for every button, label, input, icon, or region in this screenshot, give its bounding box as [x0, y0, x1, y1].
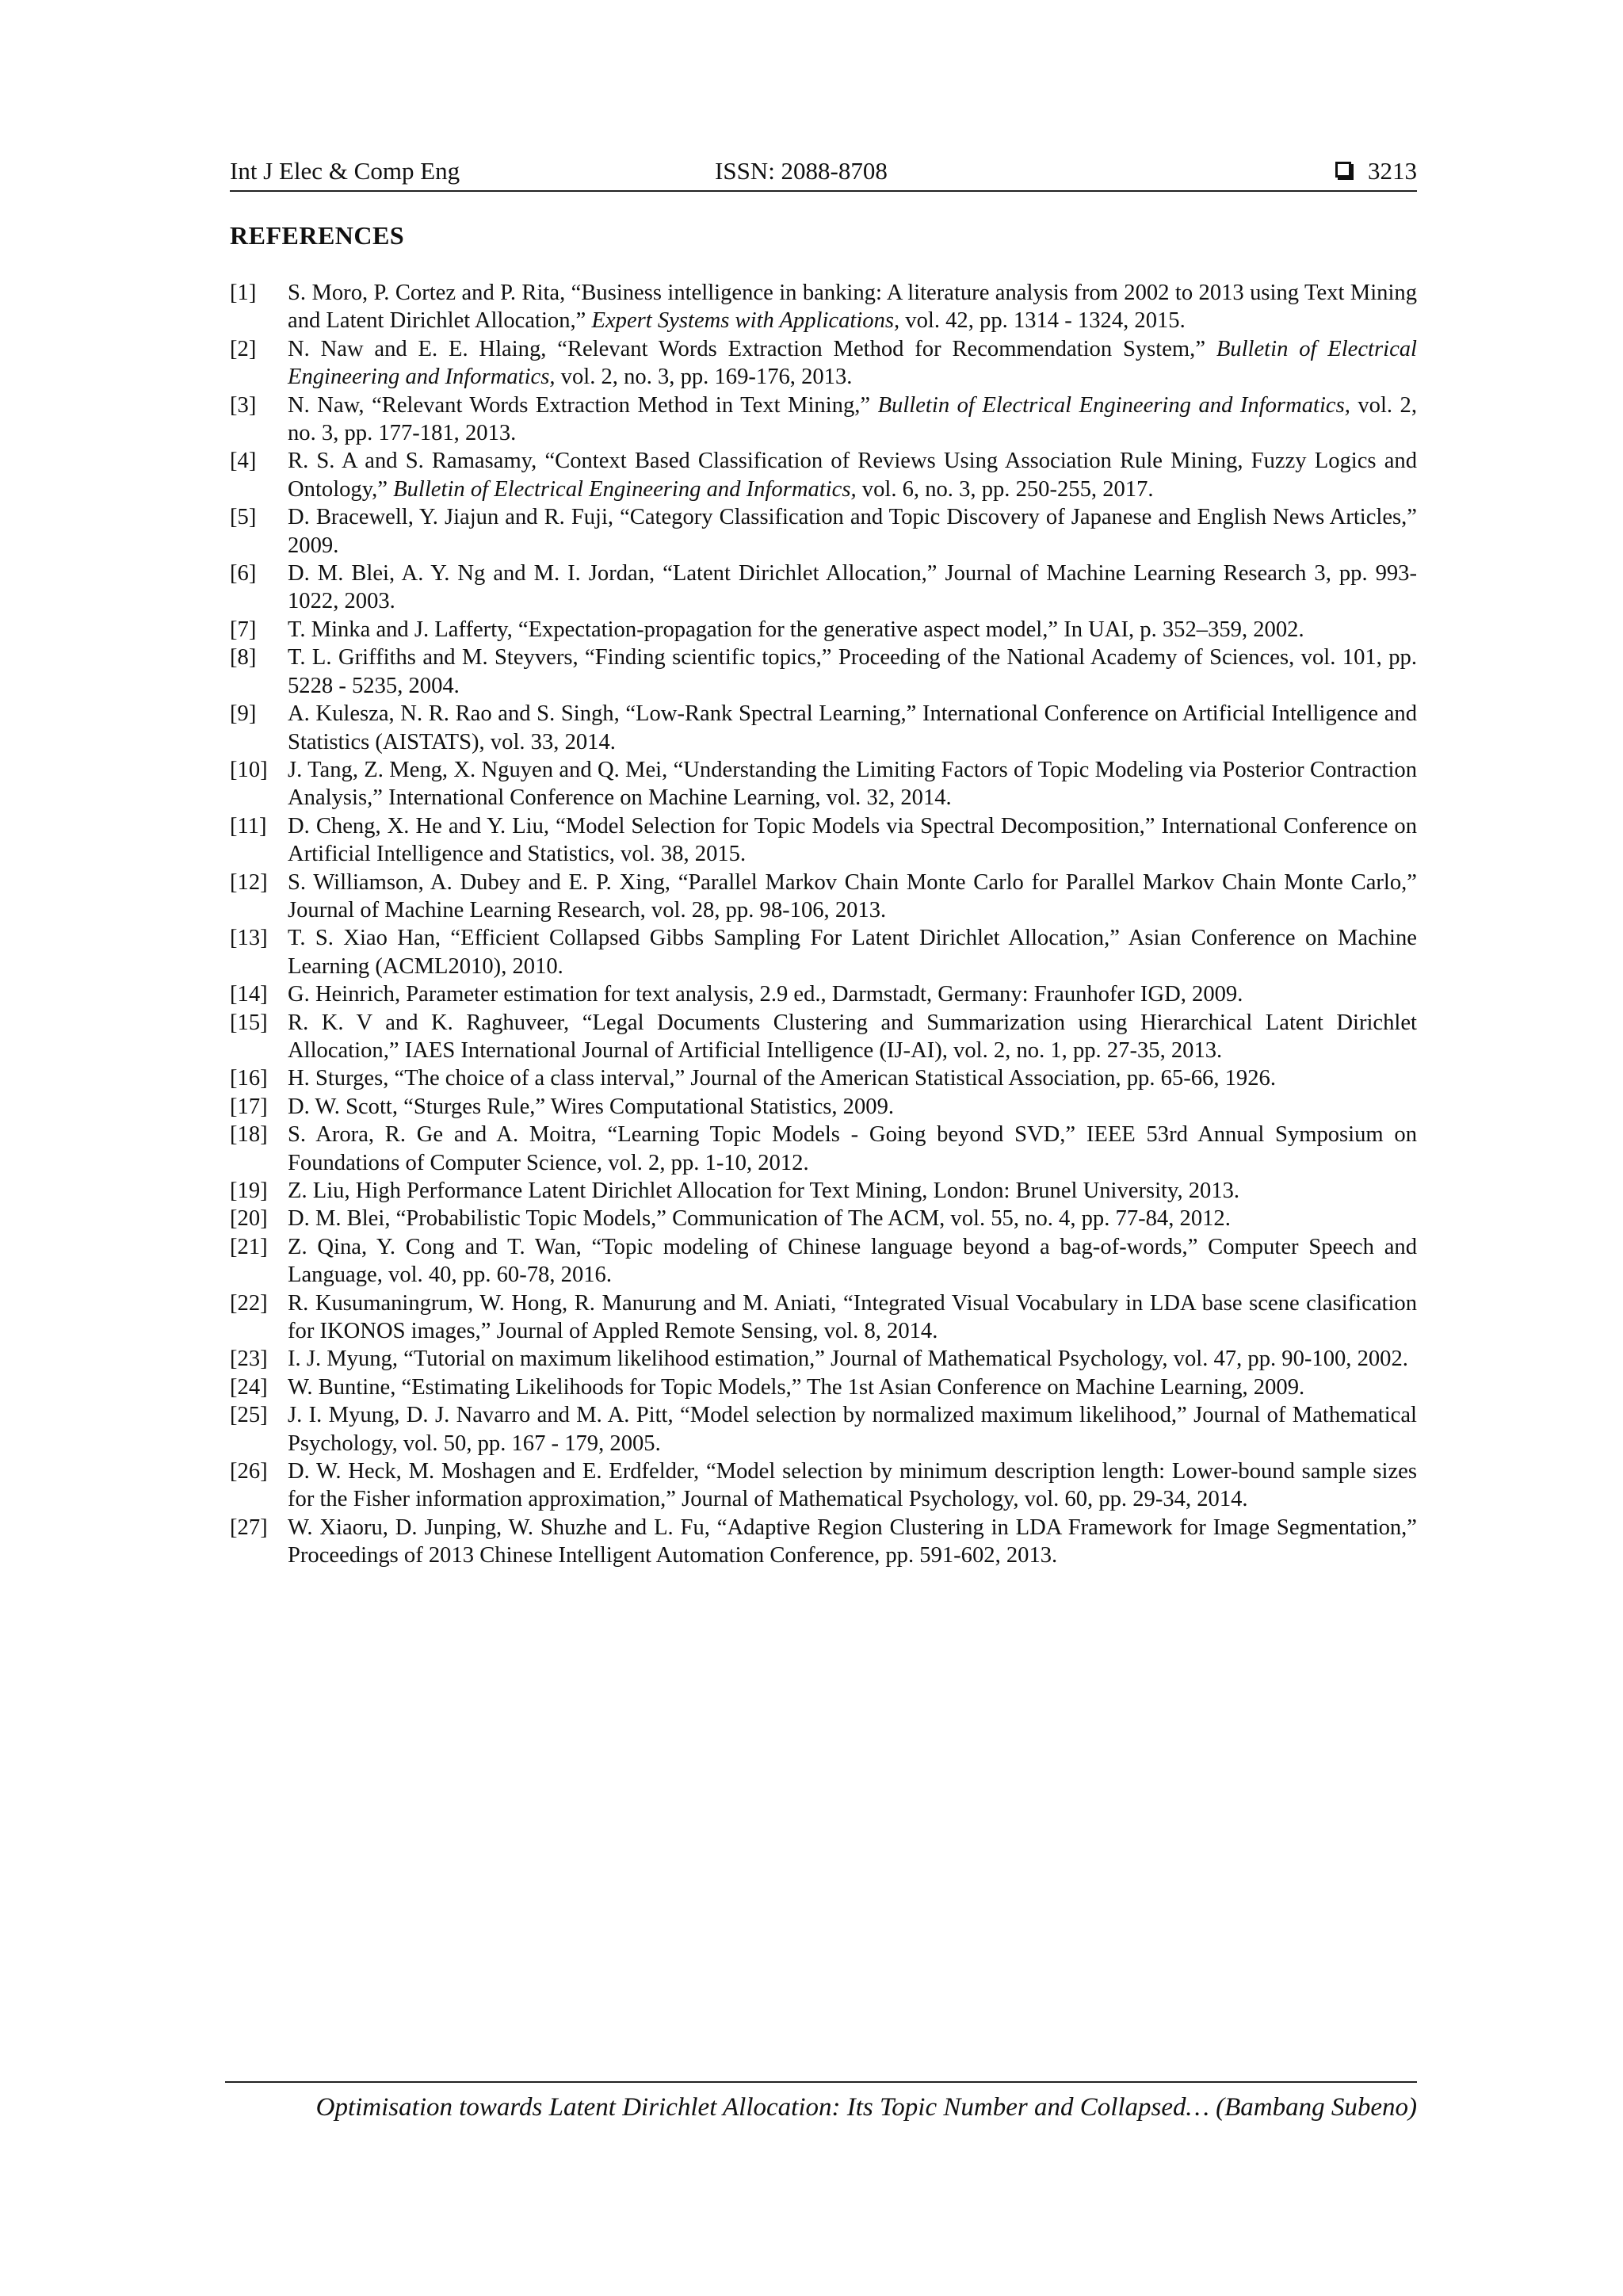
- reference-item: [230, 1009, 1417, 1065]
- reference-text: D. Cheng, X. He and Y. Liu, “Model Selection for Topic Models via Spectral Decomposition,” International Conference on Artificial Intelligence and Statistics, vol. 38, 2015.: [288, 813, 1417, 867]
- reference-item: [230, 1093, 1417, 1121]
- reference-number: [1]: [230, 281, 257, 305]
- reference-item: [230, 644, 1417, 700]
- reference-text: D. W. Scott, “Sturges Rule,” Wires Computational Statistics, 2009.: [288, 1094, 895, 1119]
- reference-item: [230, 1289, 1417, 1346]
- reference-text: R. S. A and S. Ramasamy, “Context Based Classification of Reviews Using Association Rule Mining, Fuzzy Logics and Ontology,”: [288, 449, 1417, 502]
- reference-text: Z. Qina, Y. Cong and T. Wan, “Topic modeling of Chinese language beyond a bag-of-words,” Computer Speech and Language, vol. 40, pp. 60-78, 2016.: [288, 1234, 1417, 1288]
- reference-item: [230, 1514, 1417, 1570]
- reference-number: [16]: [230, 1066, 268, 1091]
- reference-details: vol. 2, no. 3, pp. 169-176, 2013.: [555, 365, 853, 390]
- reference-item: [230, 924, 1417, 980]
- reference-item: [230, 1064, 1417, 1092]
- journal-name: Int J Elec & Comp Eng: [230, 157, 460, 185]
- reference-number: [10]: [230, 757, 268, 782]
- square-bullet-icon: [1335, 162, 1351, 178]
- reference-number: [7]: [230, 617, 257, 642]
- reference-number: [19]: [230, 1179, 268, 1203]
- reference-number: [21]: [230, 1234, 268, 1259]
- reference-text: S. Moro, P. Cortez and P. Rita, “Business intelligence in banking: A literature analysis from 2002 to 2013 using Text Mining and Latent Dirichlet Allocation,”: [288, 281, 1417, 334]
- reference-list: [230, 279, 1417, 1570]
- reference-item: [230, 756, 1417, 812]
- references-heading: REFERENCES: [230, 221, 405, 250]
- reference-number: [25]: [230, 1403, 268, 1428]
- reference-item: [230, 1345, 1417, 1373]
- reference-number: [6]: [230, 561, 257, 586]
- reference-number: [9]: [230, 701, 257, 727]
- reference-number: [12]: [230, 869, 268, 895]
- reference-text: T. Minka and J. Lafferty, “Expectation-propagation for the generative aspect model,” In UAI, p. 352–359, 2002.: [288, 617, 1304, 642]
- reference-text: D. M. Blei, “Probabilistic Topic Models,” Communication of The ACM, vol. 55, no. 4, pp. 77-84, 2012.: [288, 1206, 1231, 1232]
- reference-number: [27]: [230, 1515, 268, 1540]
- reference-item: [230, 869, 1417, 925]
- reference-number: [24]: [230, 1374, 268, 1400]
- reference-number: [23]: [230, 1347, 268, 1372]
- reference-item: [230, 392, 1417, 448]
- reference-venue: Bulletin of Electrical Engineering and Informatics,: [288, 336, 1417, 390]
- reference-item: [230, 1177, 1417, 1205]
- running-footer: [225, 2081, 1417, 2122]
- reference-item: [230, 980, 1417, 1008]
- reference-number: [18]: [230, 1122, 268, 1148]
- reference-text: R. Kusumaningrum, W. Hong, R. Manurung and M. Aniati, “Integrated Visual Vocabulary in LDA base scene clasification for IKONOS images,” Journal of Appled Remote Sensing, vol. 8, 2014.: [288, 1290, 1417, 1344]
- reference-text: W. Buntine, “Estimating Likelihoods for Topic Models,” The 1st Asian Conference on Machine Learning, 2009.: [288, 1374, 1305, 1400]
- reference-text: N. Naw and E. E. Hlaing, “Relevant Words Extraction Method for Recommendation System,”: [288, 336, 1216, 361]
- reference-item: [230, 812, 1417, 869]
- reference-item: [230, 1205, 1417, 1232]
- reference-item: [230, 1457, 1417, 1514]
- reference-text: G. Heinrich, Parameter estimation for text analysis, 2.9 ed., Darmstadt, Germany: Fraunhofer IGD, 2009.: [288, 982, 1243, 1007]
- reference-number: [5]: [230, 505, 257, 530]
- reference-item: [230, 1373, 1417, 1401]
- reference-number: [11]: [230, 813, 267, 839]
- reference-item: [230, 503, 1417, 560]
- reference-text: J. I. Myung, D. J. Navarro and M. A. Pitt, “Model selection by normalized maximum likelihood,” Journal of Mathematical Psychology, vol. 50, pp. 167 - 179, 2005.: [288, 1403, 1417, 1456]
- reference-text: T. L. Griffiths and M. Steyvers, “Finding scientific topics,” Proceeding of the National Academy of Sciences, vol. 101, pp. 5228 - 5235, 2004.: [288, 645, 1417, 698]
- reference-number: [17]: [230, 1094, 268, 1119]
- reference-text: S. Arora, R. Ge and A. Moitra, “Learning Topic Models - Going beyond SVD,” IEEE 53rd Annual Symposium on Foundations of Computer Science, vol. 2, pp. 1-10, 2012.: [288, 1122, 1417, 1175]
- page-number: 3213: [1368, 157, 1417, 185]
- reference-text: D. Bracewell, Y. Jiajun and R. Fuji, “Category Classification and Topic Discovery of Japanese and English News Articles,” 2009.: [288, 505, 1417, 558]
- reference-number: [13]: [230, 926, 268, 951]
- reference-text: Z. Liu, High Performance Latent Dirichlet Allocation for Text Mining, London: Brunel University, 2013.: [288, 1179, 1240, 1203]
- reference-text: W. Xiaoru, D. Junping, W. Shuzhe and L. Fu, “Adaptive Region Clustering in LDA Framework for Image Segmentation,” Proceedings of 2013 Chinese Intelligent Automation Conference, pp. 591-602, 2013.: [288, 1515, 1417, 1568]
- reference-number: [15]: [230, 1010, 268, 1035]
- reference-text: N. Naw, “Relevant Words Extraction Method in Text Mining,”: [288, 392, 878, 418]
- reference-number: [22]: [230, 1290, 268, 1316]
- reference-number: [2]: [230, 336, 257, 361]
- reference-venue: Bulletin of Electrical Engineering and Informatics,: [393, 476, 857, 502]
- reference-venue: Expert Systems with Applications,: [591, 308, 900, 334]
- reference-details: vol. 6, no. 3, pp. 250-255, 2017.: [856, 476, 1154, 502]
- reference-item: [230, 447, 1417, 503]
- reference-item: [230, 1233, 1417, 1289]
- running-header: [230, 154, 1417, 192]
- reference-number: [4]: [230, 449, 257, 474]
- reference-number: [20]: [230, 1206, 268, 1232]
- reference-item: [230, 279, 1417, 335]
- reference-text: S. Williamson, A. Dubey and E. P. Xing, “Parallel Markov Chain Monte Carlo for Parallel Markov Chain Monte Carlo,” Journal of Machine Learning Research, vol. 28, pp. 98-106, 2013.: [288, 869, 1417, 923]
- reference-item: [230, 700, 1417, 756]
- reference-details: vol. 2, no. 3, pp. 177-181, 2013.: [288, 392, 1418, 446]
- reference-text: A. Kulesza, N. R. Rao and S. Singh, “Low-Rank Spectral Learning,” International Conference on Artificial Intelligence and Statistics (AISTATS), vol. 33, 2014.: [288, 701, 1417, 755]
- reference-text: T. S. Xiao Han, “Efficient Collapsed Gibbs Sampling For Latent Dirichlet Allocation,” Asian Conference on Machine Learning (ACML2010), 2010.: [288, 926, 1417, 979]
- reference-venue: Bulletin of Electrical Engineering and Informatics,: [877, 392, 1350, 418]
- reference-item: [230, 616, 1417, 644]
- reference-item: [230, 560, 1417, 616]
- reference-text: D. M. Blei, A. Y. Ng and M. I. Jordan, “Latent Dirichlet Allocation,” Journal of Machine Learning Research 3, pp. 993-1022, 2003.: [288, 561, 1417, 614]
- reference-item: [230, 335, 1417, 392]
- footer-title: Optimisation towards Latent Dirichlet Allocation: Its Topic Number and Collapsed… (Bambang Subeno): [315, 2093, 1417, 2122]
- reference-number: [3]: [230, 392, 257, 418]
- issn: ISSN: 2088-8708: [715, 157, 888, 185]
- reference-text: H. Sturges, “The choice of a class interval,” Journal of the American Statistical Association, pp. 65-66, 1926.: [288, 1066, 1276, 1091]
- reference-number: [14]: [230, 982, 268, 1007]
- reference-text: J. Tang, Z. Meng, X. Nguyen and Q. Mei, “Understanding the Limiting Factors of Topic Modeling via Posterior Contraction Analysis,” International Conference on Machine Learning, vol. 32, 2014.: [288, 757, 1417, 811]
- reference-number: [8]: [230, 645, 257, 670]
- reference-number: [26]: [230, 1459, 268, 1484]
- reference-text: R. K. V and K. Raghuveer, “Legal Documents Clustering and Summarization using Hierarchical Latent Dirichlet Allocation,” IAES International Journal of Artificial Intelligence (IJ-AI), vol. 2, no. 1, pp. 27-35, 2013.: [288, 1010, 1417, 1063]
- reference-item: [230, 1121, 1417, 1177]
- reference-text: I. J. Myung, “Tutorial on maximum likelihood estimation,” Journal of Mathematical Psychology, vol. 47, pp. 90-100, 2002.: [288, 1347, 1408, 1372]
- reference-item: [230, 1401, 1417, 1457]
- reference-details: vol. 42, pp. 1314 - 1324, 2015.: [899, 308, 1186, 334]
- reference-text: D. W. Heck, M. Moshagen and E. Erdfelder, “Model selection by minimum description length: Lower-bound sample sizes for the Fisher information approximation,” Journal of Mathematical Psychology, vol. 60, pp. 29-34, 2014.: [288, 1459, 1417, 1512]
